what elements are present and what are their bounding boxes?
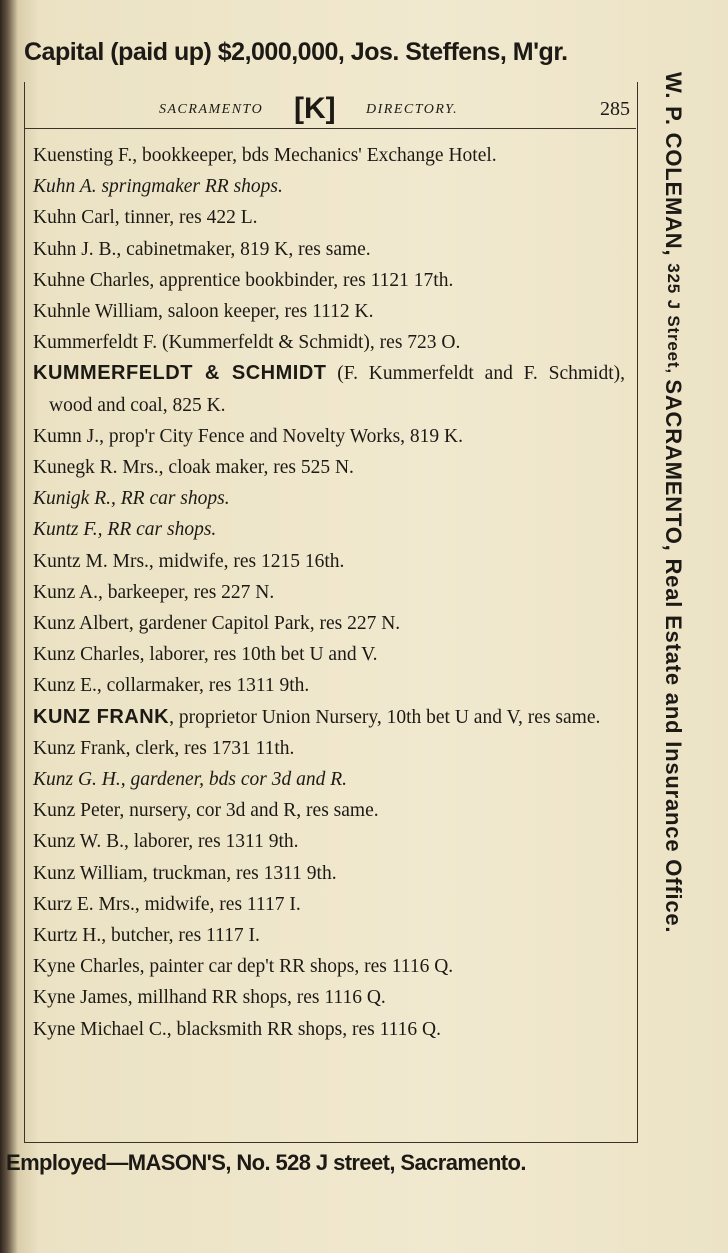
entry-text: Kunz W. B., laborer, res 1311 9th. (33, 831, 299, 853)
entry-text: Kumn J., prop'r City Fence and Novelty Works, 819 K. (33, 425, 463, 447)
directory-entry (33, 171, 625, 202)
header-section-letter: [K] (294, 92, 336, 125)
side-banner-name: W. P. COLEMAN, (661, 72, 686, 264)
directory-entry (33, 639, 625, 670)
directory-entry (33, 795, 625, 826)
bottom-advertisement-banner: Employed—MASON'S, No. 528 J street, Sacramento. (6, 1150, 526, 1175)
directory-entry (33, 1014, 625, 1045)
entry-text: Kunz E., collarmaker, res 1311 9th. (33, 675, 310, 697)
header-directory-label: DIRECTORY. (366, 102, 459, 117)
directory-entry (33, 889, 625, 920)
directory-entry (33, 202, 625, 233)
directory-entry (33, 265, 625, 296)
side-banner-text: SACRAMENTO, Real Estate and Insurance Office. (661, 379, 686, 934)
directory-entries (33, 140, 625, 1045)
entry-text: Kunz William, truckman, res 1311 9th. (33, 862, 337, 884)
directory-entry (33, 234, 625, 265)
entry-text: Kuhn Carl, tinner, res 422 L. (33, 207, 258, 229)
entry-text: Kunegk R. Mrs., cloak maker, res 525 N. (33, 457, 354, 479)
directory-entry (33, 764, 625, 795)
header-city: SACRAMENTO (159, 102, 264, 117)
directory-entry (33, 452, 625, 483)
directory-entry (33, 327, 625, 358)
entry-text: Kurz E. Mrs., midwife, res 1117 I. (33, 893, 301, 915)
directory-entry (33, 858, 625, 889)
entry-text: Kuhn A. springmaker RR shops. (33, 176, 283, 198)
entry-text: Kunz G. H., gardener, bds cor 3d and R. (33, 769, 347, 791)
directory-entry (33, 733, 625, 764)
entry-text: Kuensting F., bookkeeper, bds Mechanics' Exchange Hotel. (33, 145, 497, 166)
directory-entry (33, 670, 625, 701)
directory-entry (33, 140, 625, 171)
directory-entry (33, 546, 625, 577)
top-advertisement-banner: Capital (paid up) $2,000,000, Jos. Steffens, M'gr. (24, 38, 568, 66)
entry-text: Kunz Frank, clerk, res 1731 11th. (33, 737, 295, 759)
directory-entry (33, 358, 625, 420)
entry-text: Kurtz H., butcher, res 1117 I. (33, 925, 260, 947)
entry-text: , proprietor Union Nursery, 10th bet U and V, res same. (169, 706, 601, 728)
side-advertisement-banner (646, 72, 686, 1152)
entry-text: (F. Kummerfeldt and F. Schmidt), wood and coal, 825 K. (49, 363, 625, 416)
directory-entry (33, 608, 625, 639)
entry-text: Kuhne Charles, apprentice bookbinder, res 1121 17th. (33, 269, 454, 291)
entry-bold-name: KUMMERFELDT & SCHMIDT (33, 362, 327, 385)
entry-text: Kuhnle William, saloon keeper, res 1112 K. (33, 301, 374, 323)
entry-text: Kunz Albert, gardener Capitol Park, res 227 N. (33, 613, 401, 635)
directory-entry (33, 826, 625, 857)
directory-entry (33, 982, 625, 1013)
directory-entry (33, 514, 625, 545)
entry-text: Kyne Michael C., blacksmith RR shops, res 1116 Q. (33, 1018, 442, 1040)
directory-entry (33, 702, 625, 733)
entry-text: Kyne James, millhand RR shops, res 1116 Q. (33, 987, 386, 1009)
entry-bold-name: KUNZ FRANK (33, 705, 170, 728)
entry-text: Kunz A., barkeeper, res 227 N. (33, 581, 275, 603)
directory-entry (33, 483, 625, 514)
side-banner-address: 325 J Street, (664, 263, 683, 380)
directory-entry (33, 920, 625, 951)
entry-text: Kyne Charles, painter car dep't RR shops, res 1116 Q. (33, 956, 454, 978)
directory-entry (33, 951, 625, 982)
directory-entry (33, 421, 625, 452)
entry-text: Kuntz F., RR car shops. (33, 519, 217, 541)
page-number: 285 (600, 98, 630, 120)
entry-text: Kummerfeldt F. (Kummerfeldt & Schmidt), res 723 O. (33, 332, 461, 354)
entry-text: Kunz Charles, laborer, res 10th bet U and V. (33, 644, 378, 666)
directory-entry (33, 577, 625, 608)
entry-text: Kuntz M. Mrs., midwife, res 1215 16th. (33, 550, 345, 572)
entry-text: Kunigk R., RR car shops. (33, 488, 230, 510)
running-header (24, 94, 636, 129)
entry-text: Kunz Peter, nursery, cor 3d and R, res same. (33, 800, 379, 822)
entry-text: Kuhn J. B., cabinetmaker, 819 K, res same. (33, 238, 371, 260)
directory-entry (33, 296, 625, 327)
